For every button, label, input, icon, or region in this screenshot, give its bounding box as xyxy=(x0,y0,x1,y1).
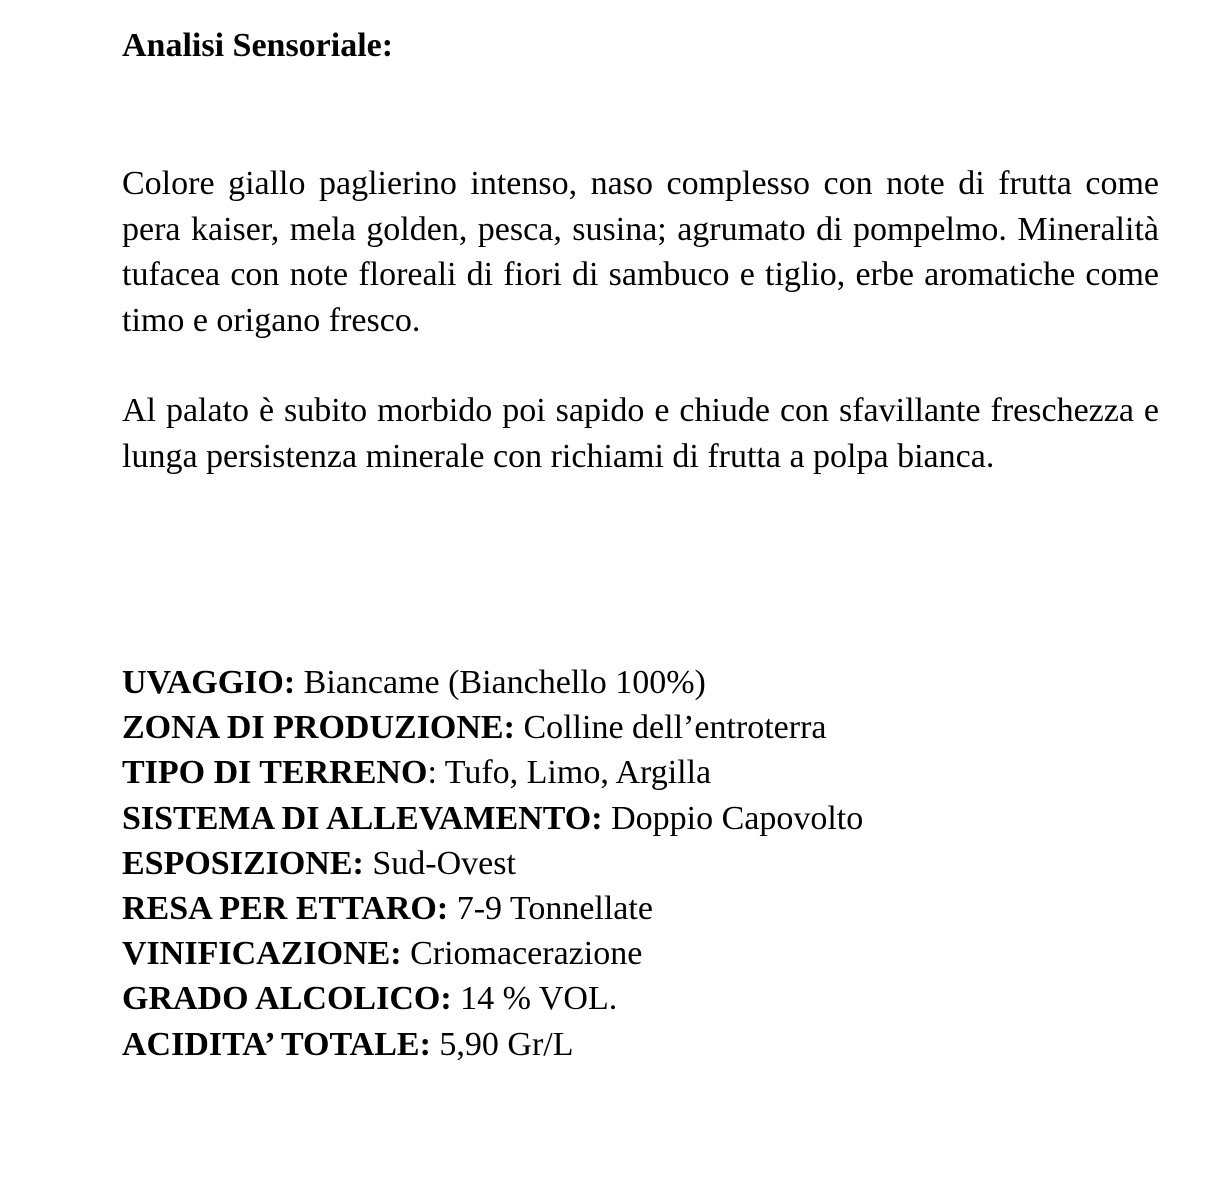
spec-row-zona-di-produzione xyxy=(122,705,863,750)
spec-row-uvaggio xyxy=(122,660,863,705)
spec-row-grado-alcolico xyxy=(122,976,863,1021)
section-heading: Analisi Sensoriale: xyxy=(122,27,394,64)
spec-row-resa-per-ettaro xyxy=(122,886,863,931)
spec-value: 7-9 Tonnellate xyxy=(448,890,653,928)
technical-specs-list xyxy=(122,660,863,1067)
spec-row-sistema-di-allevamento xyxy=(122,796,863,841)
spec-row-esposizione xyxy=(122,841,863,886)
sensory-paragraph-palate: Al palato è subito morbido poi sapido e chiude con sfavillante freschezza e lunga persistenza minerale con richiami di frutta a polpa bianca. xyxy=(122,392,1159,475)
spec-value: 5,90 Gr/L xyxy=(430,1025,574,1063)
spec-row-vinificazione xyxy=(122,931,863,976)
spec-label: VINIFICAZIONE: xyxy=(122,935,402,973)
spec-value: Doppio Capovolto xyxy=(602,799,864,837)
spec-label: SISTEMA DI ALLEVAMENTO: xyxy=(122,799,603,837)
spec-row-acidita-totale xyxy=(122,1022,863,1067)
spec-label: UVAGGIO: xyxy=(122,664,296,701)
spec-label: ESPOSIZIONE: xyxy=(122,844,364,882)
spec-value: : Tufo, Limo, Argilla xyxy=(427,754,712,792)
spec-label: ZONA DI PRODUZIONE: xyxy=(122,709,515,747)
spec-value: Colline dell’entroterra xyxy=(514,709,827,747)
spec-value: Sud-Ovest xyxy=(363,844,516,882)
spec-value: Biancame (Bianchello 100%) xyxy=(295,664,706,701)
spec-value: Criomacerazione xyxy=(401,935,643,973)
spec-label: GRADO ALCOLICO: xyxy=(122,980,452,1018)
sensory-paragraph-nose: Colore giallo paglierino intenso, naso complesso con note di frutta come pera kaiser, mela golden, pesca, susina; agrumato di pompelmo. Mineralità tufacea con note floreali di fiori di sambuco e tiglio, erbe aromatiche come timo e origano fresco. xyxy=(122,165,1159,339)
spec-label: ACIDITA’ TOTALE: xyxy=(122,1025,431,1063)
spec-label: TIPO DI TERRENO xyxy=(122,754,428,792)
spec-row-tipo-di-terreno xyxy=(122,750,863,795)
spec-value: 14 % VOL. xyxy=(451,980,618,1018)
spec-label: RESA PER ETTARO: xyxy=(122,890,449,928)
